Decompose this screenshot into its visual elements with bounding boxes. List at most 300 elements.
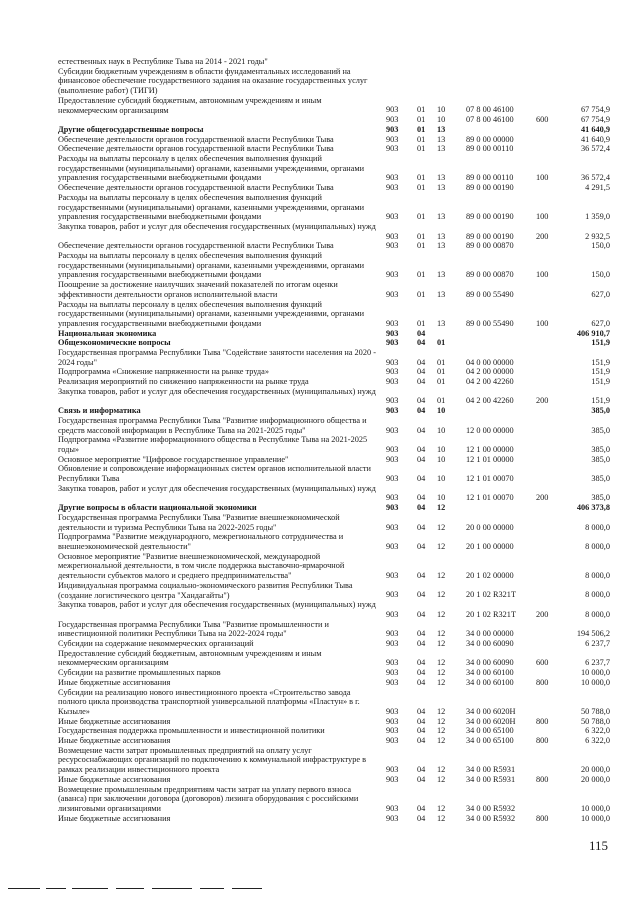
- target-article-code: 89 0 00 00190: [466, 183, 514, 193]
- ministry-code: 903: [386, 658, 399, 668]
- table-row: [0, 183, 640, 193]
- table-row: [0, 775, 640, 785]
- target-article-code: 04 2 00 00000: [466, 367, 514, 377]
- subsection-code: 12: [437, 590, 446, 600]
- section-code: 01: [417, 241, 426, 251]
- ministry-code: 903: [386, 444, 399, 454]
- target-article-code: 12 1 01 00070: [466, 474, 514, 484]
- ministry-code: 903: [386, 328, 399, 338]
- row-description: Государственная программа Республики Тыва "Развитие промышленности и инвестиционной политики Республики Тыва на 2022-2024 годы": [58, 619, 329, 639]
- table-row: [0, 785, 640, 814]
- subsection-code: 10: [437, 115, 446, 125]
- ministry-code: 903: [386, 736, 399, 745]
- target-article-code: 34 0 00 65100: [466, 726, 514, 736]
- table-row: [0, 406, 640, 416]
- amount: 67 754,9: [580, 115, 610, 125]
- row-description: Иные бюджетные ассигнования: [58, 677, 171, 687]
- subsection-code: 10: [437, 474, 446, 484]
- section-code: 04: [417, 716, 426, 726]
- table-row: [0, 57, 640, 67]
- row-description: Закупка товаров, работ и услуг для обеспечения государственных (муниципальных) нужд: [58, 386, 376, 396]
- table-row: [0, 387, 640, 406]
- target-article-code: 34 0 00 R5932: [466, 813, 516, 823]
- target-article-code: 34 0 00 60090: [466, 658, 514, 668]
- ministry-code: 903: [386, 590, 399, 600]
- row-description: Поощрение за достижение наилучших значений показателей по итогам оценки эффективности деятельности органов исполнительной власти: [58, 280, 338, 299]
- row-description: Иные бюджетные ассигнования: [58, 813, 171, 823]
- subsection-code: 13: [437, 134, 446, 144]
- ministry-code: 903: [386, 454, 399, 464]
- ministry-code: 903: [386, 522, 399, 532]
- target-article-code: 12 1 00 00000: [466, 444, 514, 454]
- ministry-code: 903: [386, 474, 399, 484]
- amount: 627,0: [591, 289, 610, 299]
- table-row: [0, 193, 640, 222]
- section-code: 04: [417, 454, 426, 464]
- table-row: [0, 513, 640, 532]
- target-article-code: 04 2 00 42260: [466, 396, 514, 406]
- row-description: Подпрограмма "Развитие международного, межрегионального сотрудничества и внешнеэкономической деятельности": [58, 532, 344, 551]
- row-description: Обеспечение деятельности органов государственной власти Республики Тыва: [58, 241, 334, 251]
- ministry-code: 903: [386, 144, 399, 154]
- subsection-code: 12: [437, 706, 446, 716]
- subsection-code: 12: [437, 716, 446, 726]
- row-description: Обеспечение деятельности органов государственной власти Республики Тыва: [58, 134, 334, 144]
- ministry-code: 903: [386, 813, 399, 823]
- target-article-code: 34 0 00 60100: [466, 668, 514, 678]
- ministry-code: 903: [386, 396, 399, 406]
- section-code: 04: [417, 629, 426, 639]
- subsection-code: 10: [437, 406, 446, 416]
- page-number: 115: [589, 838, 609, 853]
- amount: 67 754,9: [580, 105, 610, 115]
- subsection-code: 12: [437, 803, 446, 813]
- section-code: 04: [417, 377, 426, 387]
- ministry-code: 903: [386, 541, 399, 551]
- expense-type-code: 100: [536, 270, 549, 280]
- target-article-code: 34 0 00 R5931: [466, 774, 516, 784]
- amount: 194 506,2: [576, 629, 610, 639]
- ministry-code: 903: [386, 493, 399, 503]
- subsection-code: 12: [437, 668, 446, 678]
- target-article-code: 12 1 01 00070: [466, 493, 514, 503]
- ministry-code: 903: [386, 289, 399, 299]
- section-code: 01: [417, 318, 426, 328]
- section-code: 04: [417, 813, 426, 823]
- subsection-code: 10: [437, 425, 446, 435]
- subsection-code: 01: [437, 357, 446, 367]
- ministry-code: 903: [386, 774, 399, 784]
- row-description: Расходы на выплаты персоналу в целях обеспечения выполнения функций государственными (муниципальными) органами, казенными учреждениями, органами управления государственными внебюджетными фондами: [58, 251, 365, 280]
- table-row: [0, 377, 640, 387]
- table-row: [0, 416, 640, 435]
- amount: 1 359,0: [585, 212, 610, 222]
- amount: 4 291,5: [585, 183, 610, 193]
- amount: 8 000,0: [585, 522, 610, 532]
- subsection-code: 12: [437, 765, 446, 775]
- target-article-code: 12 1 01 00000: [466, 454, 514, 464]
- amount: 41 640,9: [580, 134, 610, 144]
- target-article-code: 20 1 02 00000: [466, 571, 514, 581]
- subsection-code: 12: [437, 609, 446, 619]
- ministry-code: 903: [386, 173, 399, 183]
- target-article-code: 20 1 02 R321T: [466, 609, 517, 619]
- table-row: [0, 67, 640, 96]
- target-article-code: 34 0 00 00000: [466, 629, 514, 639]
- row-description: Закупка товаров, работ и услуг для обеспечения государственных (муниципальных) нужд: [58, 221, 376, 231]
- table-row: [0, 300, 640, 329]
- table-row: [0, 464, 640, 483]
- expense-type-code: 200: [536, 396, 549, 406]
- table-row: [0, 484, 640, 503]
- ministry-code: 903: [386, 134, 399, 144]
- section-code: 01: [417, 270, 426, 280]
- row-description: Расходы на выплаты персоналу в целях обеспечения выполнения функций государственными (муниципальными) органами, казенными учреждениями, органами управления государственными внебюджетными фондами: [58, 154, 365, 183]
- ministry-code: 903: [386, 115, 399, 125]
- target-article-code: 20 1 02 R321T: [466, 590, 517, 600]
- expense-type-code: 800: [536, 716, 549, 726]
- ministry-code: 903: [386, 629, 399, 639]
- row-description: Субсидии на реализацию нового инвестиционного проекта «Строительство завода полного цикла производства транспортной универсальной платформы «Пластун» в г. Кызыле»: [58, 687, 360, 716]
- row-description: Иные бюджетные ассигнования: [58, 736, 171, 745]
- section-code: 04: [417, 444, 426, 454]
- target-article-code: 89 0 00 55490: [466, 289, 514, 299]
- target-article-code: 34 0 00 6020Н: [466, 716, 516, 726]
- row-description: Другие вопросы в области национальной экономики: [58, 503, 257, 513]
- table-row: [0, 581, 640, 600]
- row-description: Иные бюджетные ассигнования: [58, 716, 171, 726]
- amount: 385,0: [591, 444, 610, 454]
- ministry-code: 903: [386, 503, 399, 513]
- expense-type-code: 800: [536, 774, 549, 784]
- ministry-code: 903: [386, 706, 399, 716]
- ministry-code: 903: [386, 318, 399, 328]
- ministry-code: 903: [386, 241, 399, 251]
- section-code: 04: [417, 493, 426, 503]
- target-article-code: 20 0 00 00000: [466, 522, 514, 532]
- target-article-code: 07 8 00 46100: [466, 115, 514, 125]
- table-row: [0, 503, 640, 513]
- target-article-code: 34 0 00 R5931: [466, 765, 516, 775]
- ministry-code: 903: [386, 105, 399, 115]
- row-description: Расходы на выплаты персоналу в целях обеспечения выполнения функций государственными (муниципальными) органами, казенными учреждениями, органами управления государственными внебюджетными фондами: [58, 299, 365, 328]
- expense-type-code: 200: [536, 493, 549, 503]
- table-row: [0, 241, 640, 251]
- expense-type-code: 600: [536, 658, 549, 668]
- amount: 385,0: [591, 406, 610, 416]
- subsection-code: 12: [437, 813, 446, 823]
- ministry-code: 903: [386, 803, 399, 813]
- amount: 8 000,0: [585, 541, 610, 551]
- target-article-code: 89 0 00 55490: [466, 318, 514, 328]
- row-description: Общеэкономические вопросы: [58, 338, 171, 348]
- section-code: 04: [417, 677, 426, 687]
- row-description: Государственная программа Республики Тыва "Развитие информационного общества и средств массовой информации в Республике Тыва на 2021-2025 годы": [58, 415, 367, 435]
- row-description: Государственная поддержка промышленности и инвестиционной политики: [58, 726, 325, 736]
- amount: 10 000,0: [580, 668, 610, 678]
- amount: 8 000,0: [585, 609, 610, 619]
- row-description: естественных наук в Республике Тыва на 2014 - 2021 годы": [58, 57, 268, 66]
- table-row: [0, 717, 640, 727]
- target-article-code: 07 8 00 46100: [466, 105, 514, 115]
- row-description: Возмещение части затрат промышленных предприятий на оплату услуг ресурсоснабжающих организаций по подключению к коммунальной инфраструктуре в рамках реализации инвестиционного проекта: [58, 745, 367, 775]
- table-row: [0, 154, 640, 183]
- row-description: Расходы на выплаты персоналу в целях обеспечения выполнения функций государственными (муниципальными) органами, казенными учреждениями, органами управления государственными внебюджетными фондами: [58, 192, 365, 222]
- ministry-code: 903: [386, 124, 399, 134]
- target-article-code: 89 0 00 00190: [466, 231, 514, 241]
- subsection-code: 12: [437, 522, 446, 532]
- row-description: Обеспечение деятельности органов государственной власти Республики Тыва: [58, 144, 334, 154]
- ministry-code: 903: [386, 609, 399, 619]
- subsection-code: 01: [437, 367, 446, 377]
- ministry-code: 903: [386, 183, 399, 193]
- ministry-code: 903: [386, 377, 399, 387]
- section-code: 04: [417, 590, 426, 600]
- row-description: Связь и информатика: [58, 406, 141, 416]
- table-row: [0, 678, 640, 688]
- expense-type-code: 200: [536, 609, 549, 619]
- subsection-code: 12: [437, 774, 446, 784]
- section-code: 04: [417, 668, 426, 678]
- section-code: 04: [417, 571, 426, 581]
- row-description: Подпрограмма «Развитие информационного общества в Республике Тыва на 2021-2025 годы»: [58, 435, 368, 454]
- row-description: Индивидуальная программа социально-экономического развития Республики Тыва (создание логистического центра "Хандагайты"): [58, 580, 353, 600]
- subsection-code: 01: [437, 338, 446, 348]
- section-code: 01: [417, 105, 426, 115]
- subsection-code: 12: [437, 541, 446, 551]
- table-row: [0, 532, 640, 551]
- table-row: [0, 649, 640, 668]
- table-row: [0, 726, 640, 736]
- ministry-code: 903: [386, 367, 399, 377]
- expense-type-code: 800: [536, 677, 549, 687]
- ministry-code: 903: [386, 726, 399, 736]
- row-description: Обеспечение деятельности органов государственной власти Республики Тыва: [58, 183, 334, 193]
- subsection-code: 13: [437, 231, 446, 241]
- table-row: [0, 435, 640, 454]
- section-code: 04: [417, 658, 426, 668]
- amount: 2 932,5: [585, 231, 610, 241]
- amount: 50 788,0: [580, 716, 610, 726]
- ministry-code: 903: [386, 639, 399, 648]
- amount: 151,9: [591, 396, 610, 406]
- row-description: Закупка товаров, работ и услуг для обеспечения государственных (муниципальных) нужд: [58, 483, 376, 493]
- amount: 150,0: [591, 270, 610, 280]
- ministry-code: 903: [386, 677, 399, 687]
- row-description: Закупка товаров, работ и услуг для обеспечения государственных (муниципальных) нужд: [58, 600, 376, 610]
- amount: 41 640,9: [580, 124, 610, 134]
- ministry-code: 903: [386, 212, 399, 222]
- table-row: [0, 746, 640, 775]
- subsection-code: 13: [437, 144, 446, 154]
- target-article-code: 89 0 00 00000: [466, 134, 514, 144]
- amount: 406 910,7: [576, 328, 610, 338]
- section-code: 01: [417, 144, 426, 154]
- ministry-code: 903: [386, 571, 399, 581]
- section-code: 04: [417, 338, 426, 348]
- amount: 20 000,0: [580, 765, 610, 775]
- section-code: 04: [417, 522, 426, 532]
- target-article-code: 04 2 00 42260: [466, 377, 514, 387]
- row-description: Предоставление субсидий бюджетным, автономным учреждениям и иным некоммерческим организациям: [58, 95, 322, 115]
- amount: 50 788,0: [580, 706, 610, 716]
- subsection-code: 13: [437, 183, 446, 193]
- subsection-code: 12: [437, 658, 446, 668]
- subsection-code: 13: [437, 289, 446, 299]
- target-article-code: 89 0 00 00190: [466, 212, 514, 222]
- expense-type-code: 800: [536, 736, 549, 745]
- amount: 36 572,4: [580, 173, 610, 183]
- table-row: [0, 280, 640, 299]
- table-row: [0, 620, 640, 639]
- table-row: [0, 96, 640, 115]
- section-code: 04: [417, 425, 426, 435]
- section-code: 04: [417, 706, 426, 716]
- amount: 10 000,0: [580, 803, 610, 813]
- target-article-code: 89 0 00 00110: [466, 144, 514, 154]
- expense-type-code: 100: [536, 212, 549, 222]
- amount: 385,0: [591, 425, 610, 435]
- amount: 151,9: [591, 377, 610, 387]
- target-article-code: 04 0 00 00000: [466, 357, 514, 367]
- target-article-code: 34 0 00 R5932: [466, 803, 516, 813]
- section-code: 01: [417, 231, 426, 241]
- subsection-code: 13: [437, 212, 446, 222]
- row-description: Другие общегосударственные вопросы: [58, 124, 204, 134]
- amount: 406 373,8: [576, 503, 610, 513]
- subsection-code: 12: [437, 629, 446, 639]
- expense-type-code: 200: [536, 231, 549, 241]
- ministry-code: 903: [386, 357, 399, 367]
- subsection-code: 01: [437, 396, 446, 406]
- target-article-code: 12 0 00 00000: [466, 425, 514, 435]
- row-description: Государственная программа Республики Тыва "Развитие внешнеэкономической деятельности и туризма Республики Тыва на 2022-2025 годы": [58, 512, 340, 532]
- subsection-code: 10: [437, 493, 446, 503]
- expense-type-code: 600: [536, 115, 549, 125]
- row-description: Подпрограмма «Снижение напряженности на рынке труда»: [58, 367, 269, 377]
- section-code: 01: [417, 212, 426, 222]
- ministry-code: 903: [386, 270, 399, 280]
- target-article-code: 34 0 00 65100: [466, 736, 514, 745]
- subsection-code: 12: [437, 571, 446, 581]
- ministry-code: 903: [386, 338, 399, 348]
- table-row: [0, 552, 640, 581]
- row-description: Национальная экономика: [58, 328, 157, 338]
- subsection-code: 13: [437, 318, 446, 328]
- section-code: 04: [417, 774, 426, 784]
- table-row: [0, 135, 640, 145]
- target-article-code: 20 1 00 00000: [466, 541, 514, 551]
- amount: 6 237,7: [585, 639, 610, 648]
- amount: 6 237,7: [585, 658, 610, 668]
- section-code: 04: [417, 503, 426, 513]
- section-code: 04: [417, 396, 426, 406]
- row-description: Государственная программа Республики Тыва "Содействие занятости населения на 2020 - 2024 годы": [58, 348, 376, 367]
- amount: 20 000,0: [580, 774, 610, 784]
- row-description: Основное мероприятие "Развитие внешнеэкономической, международной межрегиональной деятельности, в том числе поддержка выставочно-ярмарочной деятельности субъектов малого и среднего предпринимательства": [58, 551, 345, 581]
- table-row: [0, 251, 640, 280]
- ministry-code: 903: [386, 716, 399, 726]
- section-code: 01: [417, 134, 426, 144]
- table-row: [0, 600, 640, 619]
- section-code: 01: [417, 115, 426, 125]
- section-code: 04: [417, 357, 426, 367]
- target-article-code: 89 0 00 00110: [466, 173, 514, 183]
- row-description: Предоставление субсидий бюджетным, автономным учреждениям и иным некоммерческим организациям: [58, 648, 322, 668]
- section-code: 01: [417, 183, 426, 193]
- table-row: [0, 736, 640, 746]
- amount: 385,0: [591, 474, 610, 484]
- section-code: 04: [417, 474, 426, 484]
- amount: 8 000,0: [585, 590, 610, 600]
- amount: 150,0: [591, 241, 610, 251]
- section-code: 04: [417, 609, 426, 619]
- amount: 151,9: [591, 357, 610, 367]
- row-description: Субсидии на содержание некоммерческих организаций: [58, 639, 254, 648]
- table-row: [0, 668, 640, 678]
- ministry-code: 903: [386, 406, 399, 416]
- amount: 151,9: [591, 338, 610, 348]
- amount: 6 322,0: [585, 726, 610, 736]
- section-code: 04: [417, 726, 426, 736]
- target-article-code: 34 0 00 60100: [466, 677, 514, 687]
- table-row: [0, 348, 640, 367]
- subsection-code: 10: [437, 105, 446, 115]
- scan-edge-marks: [0, 888, 640, 894]
- ministry-code: 903: [386, 765, 399, 775]
- table-row: [0, 144, 640, 154]
- table-row: [0, 455, 640, 465]
- amount: 8 000,0: [585, 571, 610, 581]
- row-description: Обновление и сопровождение информационных систем органов исполнительной власти Республики Тыва: [58, 464, 371, 484]
- subsection-code: 12: [437, 736, 446, 745]
- table-row: [0, 222, 640, 241]
- amount: 10 000,0: [580, 677, 610, 687]
- table-row: [0, 115, 640, 125]
- row-description: Основное мероприятие "Цифровое государственное управление": [58, 454, 289, 464]
- subsection-code: 12: [437, 726, 446, 736]
- row-description: Возмещение промышленным предприятиям части затрат на уплату первого взноса (аванса) при заключении договора (договоров) лизинга оборудования с российскими лизинговыми организациями: [58, 784, 359, 813]
- section-code: 04: [417, 406, 426, 416]
- table-row: [0, 639, 640, 649]
- subsection-code: 13: [437, 241, 446, 251]
- table-row: [0, 329, 640, 339]
- section-code: 04: [417, 803, 426, 813]
- subsection-code: 12: [437, 639, 446, 648]
- section-code: 04: [417, 541, 426, 551]
- section-code: 01: [417, 289, 426, 299]
- subsection-code: 13: [437, 270, 446, 280]
- amount: 6 322,0: [585, 736, 610, 745]
- amount: 36 572,4: [580, 144, 610, 154]
- row-description: Субсидии на развитие промышленных парков: [58, 668, 221, 678]
- amount: 10 000,0: [580, 813, 610, 823]
- subsection-code: 10: [437, 444, 446, 454]
- target-article-code: 89 0 00 00870: [466, 270, 514, 280]
- table-row: [0, 367, 640, 377]
- subsection-code: 13: [437, 173, 446, 183]
- amount: 385,0: [591, 454, 610, 464]
- subsection-code: 13: [437, 124, 446, 134]
- section-code: 01: [417, 173, 426, 183]
- subsection-code: 01: [437, 377, 446, 387]
- row-description: Иные бюджетные ассигнования: [58, 774, 171, 784]
- target-article-code: 34 0 00 6020Н: [466, 706, 516, 716]
- ministry-code: 903: [386, 231, 399, 241]
- section-code: 01: [417, 124, 426, 134]
- amount: 151,9: [591, 367, 610, 377]
- table-row: [0, 688, 640, 717]
